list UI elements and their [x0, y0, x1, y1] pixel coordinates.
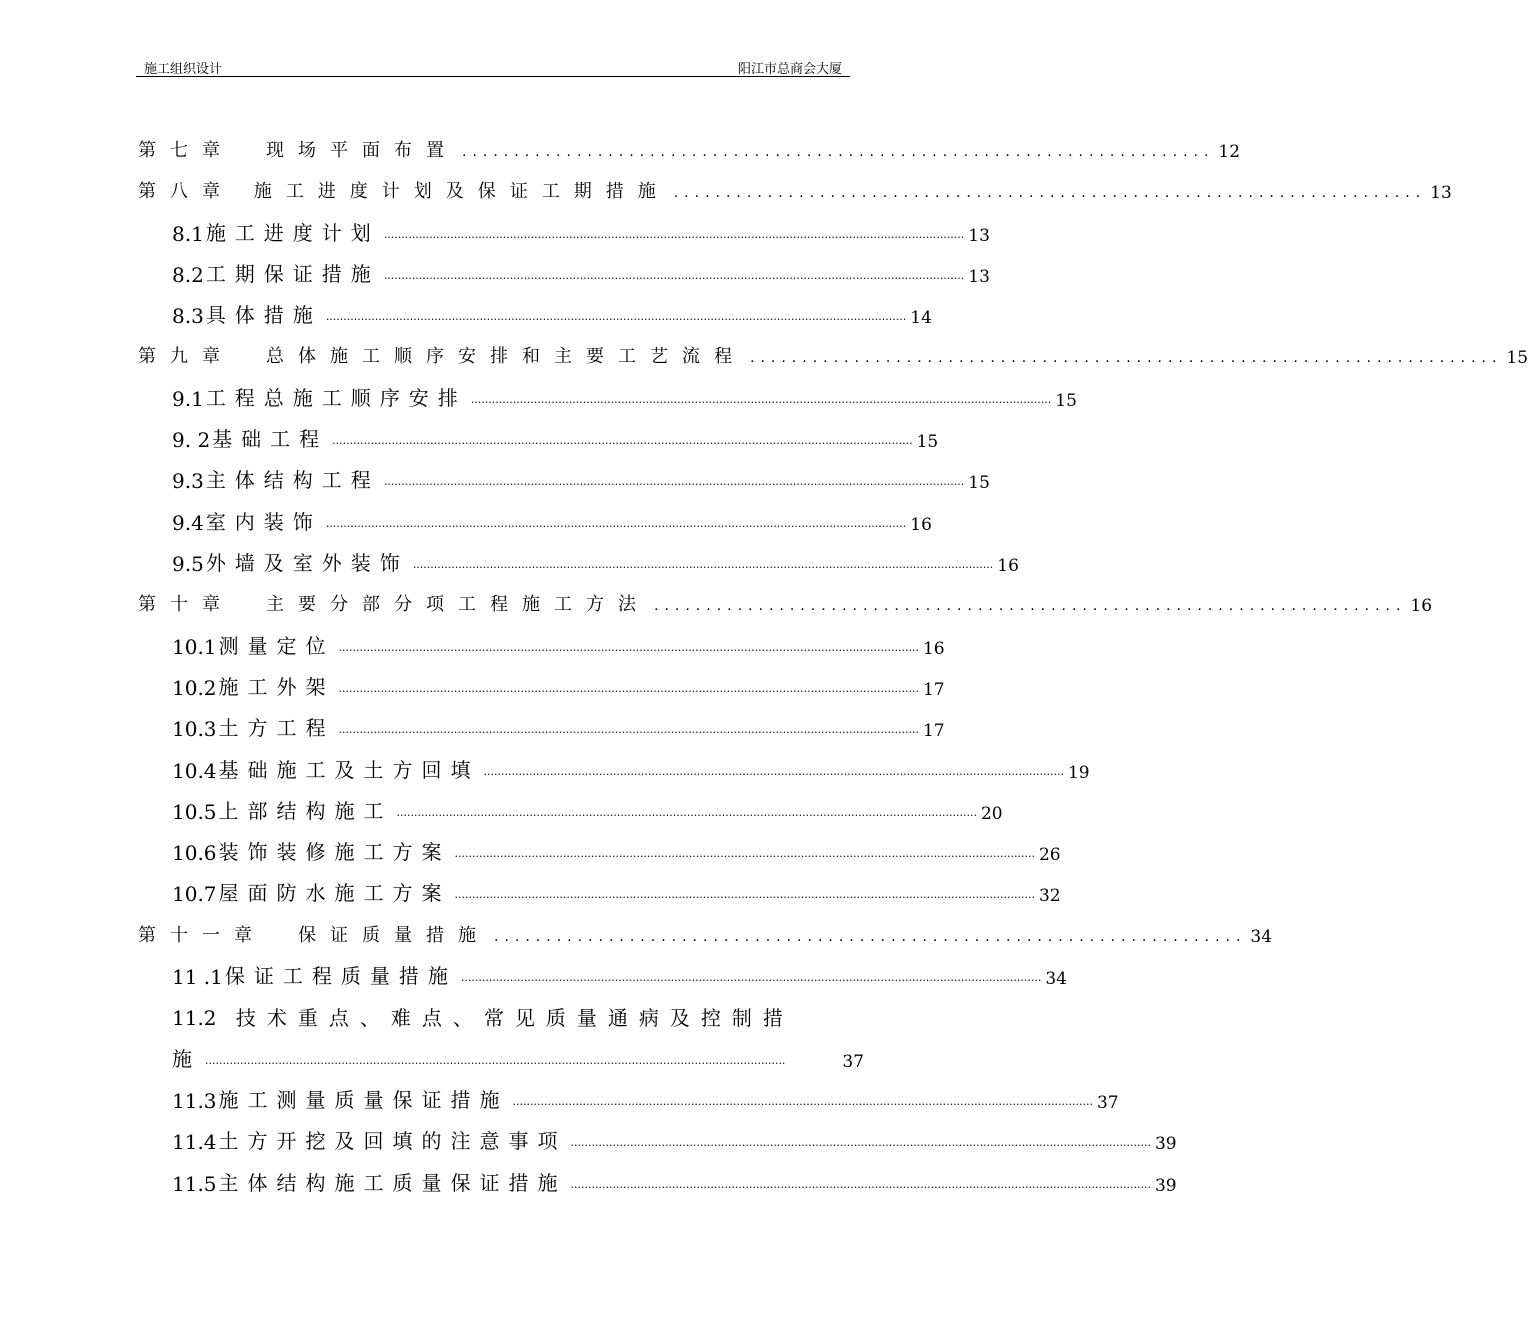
toc-section-10-3[interactable]	[172, 712, 945, 741]
toc-leader-dots: ........................................................................	[750, 350, 1503, 366]
toc-page-number: 20	[980, 804, 1003, 824]
toc-leader-dots: ......................................................................................................................................................................	[383, 228, 965, 241]
toc-section-10-5[interactable]	[172, 795, 1003, 824]
header-left-title: 施工组织设计	[144, 62, 223, 77]
toc-leader-dots: ......................................................................................................................................................................	[412, 558, 994, 571]
toc-page-number: 16	[910, 515, 932, 535]
toc-leader-dots: ......................................................................................................................................................................	[332, 434, 913, 447]
toc-leader-dots: ......................................................................................................................................................................	[338, 641, 919, 654]
toc-section-8-1[interactable]	[172, 217, 990, 246]
toc-chapter-8[interactable]	[138, 177, 1452, 203]
toc-entry-title: 施工外架	[218, 675, 335, 699]
toc-page-number: 13	[968, 226, 990, 246]
toc-section-11-2-line2[interactable]	[172, 1043, 864, 1072]
toc-page-number: 34	[1045, 969, 1067, 989]
toc-section-number: 11 .1	[172, 965, 223, 989]
toc-leader-dots: ......................................................................................................................................................................	[338, 723, 919, 736]
toc-leader-dots: ......................................................................................................................................................................	[325, 310, 907, 323]
toc-page-number: 26	[1038, 845, 1061, 865]
toc-entry-title: 施工测量质量保证措施	[218, 1088, 509, 1112]
toc-section-number: 11.2	[172, 1006, 217, 1030]
toc-entry-title: 第十章 主要分部分项工程施工方法	[138, 594, 650, 615]
toc-entry-title: 上部结构施工	[218, 799, 393, 823]
toc-section-11-4[interactable]	[172, 1125, 1177, 1154]
toc-section-number: 10.7	[172, 882, 217, 906]
toc-leader-dots: ......................................................................................................................................................................	[454, 888, 1035, 901]
toc-page-number: 16	[997, 556, 1019, 576]
toc-section-number: 10.4	[172, 759, 217, 783]
toc-section-number: 10.5	[172, 800, 217, 824]
toc-section-11-1[interactable]	[172, 960, 1067, 989]
toc-page-number: 32	[1038, 886, 1061, 906]
toc-leader-dots: ........................................................................	[462, 144, 1215, 160]
toc-section-number: 10.1	[172, 635, 217, 659]
toc-entry-title: 装饰装修施工方案	[218, 840, 451, 864]
toc-entry-title: 技术重点、难点、常见质量通病及控制措	[235, 1006, 794, 1030]
toc-entry-title: 主体结构施工质量保证措施	[218, 1171, 567, 1195]
toc-page-number: 13	[968, 267, 990, 287]
toc-section-number: 9. 2	[172, 428, 211, 452]
toc-leader-dots: ......................................................................................................................................................................	[383, 269, 965, 282]
toc-leader-dots: ......................................................................................................................................................................	[460, 971, 1042, 984]
toc-entry-title: 保证工程质量措施	[224, 964, 457, 988]
toc-entry-title: 第七章 现场平面布置	[138, 140, 458, 161]
toc-entry-title-continuation: 施	[172, 1047, 201, 1071]
toc-page-number: 15	[968, 473, 990, 493]
toc-leader-dots: ......................................................................................................................................................................	[512, 1095, 1093, 1108]
toc-entry-title: 基础施工及土方回填	[218, 758, 480, 782]
toc-section-8-2[interactable]	[172, 258, 990, 287]
toc-leader-dots: ........................................................................	[494, 929, 1247, 945]
toc-entry-title: 主体结构工程	[205, 468, 380, 492]
toc-entry-title: 土方工程	[218, 716, 335, 740]
toc-section-9-4[interactable]	[172, 506, 932, 535]
toc-section-9-1[interactable]	[172, 382, 1077, 411]
toc-entry-title: 第十一章 保证质量措施	[138, 925, 490, 946]
toc-section-number: 8.3	[172, 304, 204, 328]
toc-page-number: 19	[1067, 763, 1090, 783]
toc-section-10-1[interactable]	[172, 630, 945, 659]
toc-section-10-4[interactable]	[172, 754, 1090, 783]
toc-entry-title: 基础工程	[212, 427, 329, 451]
toc-section-number: 11.5	[172, 1172, 217, 1196]
toc-section-8-3[interactable]	[172, 299, 932, 328]
toc-section-number: 8.2	[172, 263, 204, 287]
toc-section-number: 9.1	[172, 387, 204, 411]
toc-page-number: 15	[1055, 391, 1077, 411]
toc-leader-dots: ......................................................................................................................................................................	[383, 475, 965, 488]
toc-leader-dots: ......................................................................................................................................................................	[396, 806, 977, 819]
toc-section-number: 9.3	[172, 469, 204, 493]
toc-section-9-3[interactable]	[172, 464, 990, 493]
toc-section-10-6[interactable]	[172, 836, 1061, 865]
toc-entry-title: 工程总施工顺序安排	[205, 386, 467, 410]
toc-chapter-11[interactable]	[138, 921, 1273, 947]
toc-page-number: 17	[922, 721, 945, 741]
toc-entry-title: 工期保证措施	[205, 262, 380, 286]
toc-leader-dots: ......................................................................................................................................................................	[570, 1136, 1151, 1149]
toc-section-number: 8.1	[172, 222, 204, 246]
toc-section-9-5[interactable]	[172, 547, 1019, 576]
toc-entry-title: 施工进度计划	[205, 221, 380, 245]
toc-section-number: 9.5	[172, 552, 204, 576]
toc-entry-title: 具体措施	[205, 303, 322, 327]
toc-leader-dots: ......................................................................................................................................................................	[325, 517, 907, 530]
toc-section-number: 10.3	[172, 717, 217, 741]
toc-leader-dots: ........................................................................	[673, 185, 1427, 201]
toc-leader-dots: ......................................................................................................................................................................	[454, 847, 1035, 860]
toc-page-number: 34	[1250, 927, 1273, 947]
toc-section-number: 11.4	[172, 1130, 217, 1154]
toc-section-11-5[interactable]	[172, 1167, 1177, 1196]
toc-section-number: 11.3	[172, 1089, 217, 1113]
toc-chapter-7[interactable]	[138, 136, 1241, 162]
toc-entry-title: 测量定位	[218, 634, 335, 658]
toc-leader-dots: ......................................................................................................................................................................	[205, 1054, 786, 1067]
toc-chapter-10[interactable]	[138, 590, 1433, 616]
toc-page-number: 12	[1218, 142, 1241, 162]
toc-page-number: 15	[1506, 348, 1528, 368]
toc-entry-title: 外墙及室外装饰	[205, 551, 409, 575]
toc-chapter-9[interactable]	[138, 342, 1528, 368]
toc-section-number: 10.6	[172, 841, 217, 865]
toc-entry-title: 第九章 总体施工顺序安排和主要工艺流程	[138, 346, 746, 367]
toc-page-number: 14	[910, 308, 932, 328]
toc-section-9-2[interactable]	[172, 423, 939, 452]
toc-page-number: 16	[1410, 596, 1433, 616]
toc-page-number: 16	[922, 639, 945, 659]
toc-page-number: 39	[1154, 1134, 1177, 1154]
toc-page-number: 13	[1430, 183, 1452, 203]
toc-leader-dots: ......................................................................................................................................................................	[570, 1178, 1151, 1191]
toc-leader-dots: ......................................................................................................................................................................	[470, 393, 1052, 406]
toc-page-number: 39	[1154, 1176, 1177, 1196]
toc-page-number: 15	[916, 432, 939, 452]
toc-section-10-7[interactable]	[172, 877, 1061, 906]
toc-leader-dots: ......................................................................................................................................................................	[338, 682, 919, 695]
toc-entry-title: 室内装饰	[205, 510, 322, 534]
toc-section-11-3[interactable]	[172, 1084, 1119, 1113]
toc-section-number: 9.4	[172, 511, 204, 535]
toc-section-10-2[interactable]	[172, 671, 945, 700]
toc-entry-title: 第八章 施工进度计划及保证工期措施	[138, 181, 670, 202]
toc-section-number: 10.2	[172, 676, 217, 700]
toc-page-number: 37	[1096, 1093, 1119, 1113]
toc-leader-dots: ........................................................................	[654, 598, 1407, 614]
toc-page-number: 37	[842, 1052, 864, 1072]
toc-entry-title: 土方开挖及回填的注意事项	[218, 1129, 567, 1153]
toc-entry-title: 屋面防水施工方案	[218, 881, 451, 905]
header-right-title: 阳江市总商会大厦	[737, 62, 842, 77]
toc-page-number: 17	[922, 680, 945, 700]
toc-leader-dots: ......................................................................................................................................................................	[483, 765, 1064, 778]
toc-section-11-2-line1[interactable]	[172, 1002, 864, 1031]
